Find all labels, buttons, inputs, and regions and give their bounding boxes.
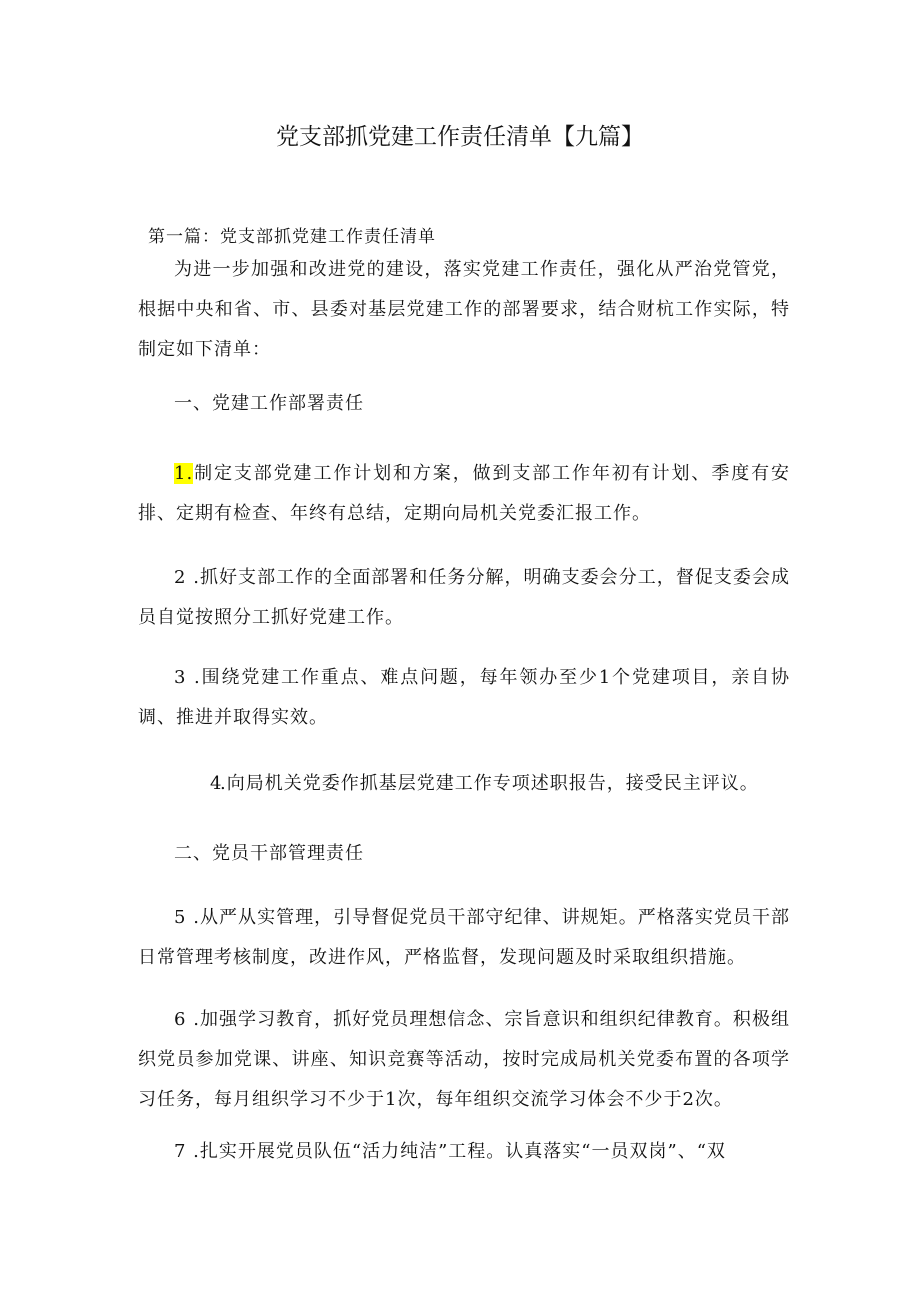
document-title: 党支部抓党建工作责任清单【九篇】 [276,124,644,150]
list-item-5 [138,898,790,978]
list-item-6 [138,1000,790,1120]
intro-paragraph: 为进一步加强和改进党的建设，落实党建工作责任，强化从严治党管党，根据中央和省、市、县委对基层党建工作的部署要求，结合财杭工作实际，特制定如下清单： [138,259,790,360]
item-text: 制定支部党建工作计划和方案，做到支部工作年初有计划、季度有安排、定期有检查、年终有总结，定期向局机关党委汇报工作。 [138,463,790,524]
item-text: 从严从实管理，引导督促党员干部守纪律、讲规矩。严格落实党员干部日常管理考核制度，改进作风，严格监督，发现问题及时采取组织措施。 [138,907,790,968]
item-text: 扎实开展党员队伍“活力纯洁”工程。认真落实“一员双岗”、“双 [199,1141,726,1162]
section-title: 第一篇：党支部抓党建工作责任清单 [148,227,436,247]
item-number: 6 . [174,1009,200,1030]
item-number: 7 . [174,1141,200,1162]
item-text: 围绕党建工作重点、难点问题，每年领办至少1个党建项目，亲自协调、推进并取得实效。 [138,667,790,728]
item-number: 4 [210,773,223,794]
item-number: 3 . [174,667,201,688]
item-number-highlighted: 1. [174,463,194,484]
heading-management: 二、党员干部管理责任 [174,843,364,864]
item-text: 加强学习教育，抓好党员理想信念、宗旨意识和组织纪律教育。积极组织党员参加党课、讲座、知识竞赛等活动，按时完成局机关党委布置的各项学习任务，每月组织学习不少于1次，每年组织交流学习体会不少于2次。 [138,1009,790,1110]
list-item-2 [138,558,790,638]
heading-deployment: 一、党建工作部署责任 [174,393,364,414]
item-text: .向局机关党委作抓基层党建工作专项述职报告，接受民主评议。 [220,773,759,794]
item-number: 5 . [174,907,200,928]
item-number: 2 . [174,567,200,588]
list-item-1 [138,454,790,534]
list-item-4 [138,764,790,804]
item-text: 抓好支部工作的全面部署和任务分解，明确支委会分工，督促支委会成员自觉按照分工抓好党建工作。 [138,567,790,628]
list-item-7 [138,1132,790,1172]
list-item-3 [138,658,790,738]
